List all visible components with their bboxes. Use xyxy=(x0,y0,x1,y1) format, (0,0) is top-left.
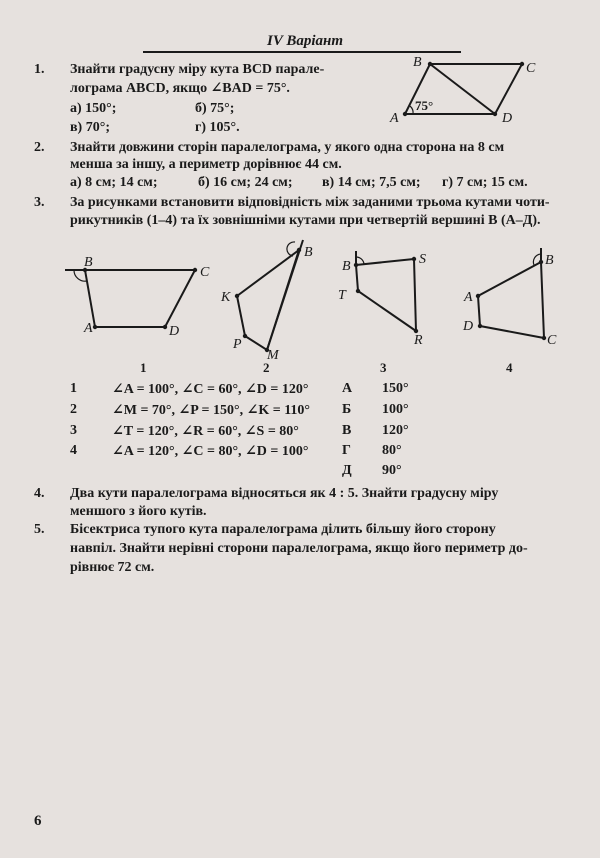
match-row-3-number: 3 xyxy=(70,423,77,438)
q1-line1: Знайти градусну міру кута BCD парале- xyxy=(70,62,325,77)
fig3-number: 3 xyxy=(380,360,387,375)
q3-figure-4 xyxy=(455,240,575,350)
match-row-3-angles: ∠T = 120°, ∠R = 60°, ∠S = 80° xyxy=(112,424,299,439)
q4-line2: меншого з його кутів. xyxy=(70,504,207,519)
q3-line2: рикутників (1–4) та їх зовнішніми кутами при четвертій вершині B (А–Д). xyxy=(70,213,541,228)
fig1-vertex-c: C xyxy=(200,265,210,280)
q1-option-d: г) 105°. xyxy=(195,120,240,135)
match-row-4-value: 80° xyxy=(382,443,402,458)
fig1-vertex-d: D xyxy=(169,324,180,339)
match-row-4-angles: ∠A = 120°, ∠C = 80°, ∠D = 100° xyxy=(112,444,309,459)
q1-option-b: б) 75°; xyxy=(195,101,235,116)
fig4-vertex-b: B xyxy=(545,253,554,268)
q3-figure-2 xyxy=(215,238,325,363)
match-row-2-number: 2 xyxy=(70,402,77,417)
fig3-vertex-t: T xyxy=(338,288,346,303)
fig3-vertex-b: B xyxy=(342,259,351,274)
q1-option-c: в) 70°; xyxy=(70,120,110,135)
fig2-number: 2 xyxy=(263,360,270,375)
q1-angle-label: 75° xyxy=(415,98,434,113)
match-row-1-number: 1 xyxy=(70,381,77,396)
q1-option-a: а) 150°; xyxy=(70,101,117,116)
q2-option-b: б) 16 см; 24 см; xyxy=(198,175,293,190)
fig3-vertex-r: R xyxy=(414,333,423,348)
fig1-vertex-a: A xyxy=(84,321,93,336)
match-row-3-value: 120° xyxy=(382,423,409,438)
q5-line3: рівнює 72 см. xyxy=(70,560,155,575)
match-row-2-letter: Б xyxy=(342,402,352,417)
q1-line2: лограма ABCD, якщо ∠BAD = 75°. xyxy=(70,81,290,96)
q2-option-a: а) 8 см; 14 см; xyxy=(70,175,158,190)
fig1-number: 1 xyxy=(140,360,147,375)
match-row-5-value: 90° xyxy=(382,463,402,478)
q5-line2: навпіл. Знайти нерівні сторони паралелограма, якщо його периметр до- xyxy=(70,541,528,556)
fig3-vertex-s: S xyxy=(419,252,426,267)
q4-line1: Два кути паралелограма відносяться як 4 : 5. Знайти градусну міру xyxy=(70,486,499,501)
match-row-1-angles: ∠A = 100°, ∠C = 60°, ∠D = 120° xyxy=(112,382,309,397)
page-number: 6 xyxy=(34,813,42,829)
match-row-2-value: 100° xyxy=(382,402,409,417)
q1-vertex-c: C xyxy=(526,61,536,76)
fig2-vertex-b: B xyxy=(304,245,313,260)
q1-parallelogram-figure xyxy=(385,52,555,127)
q1-vertex-b: B xyxy=(413,55,422,70)
q2-line1: Знайти довжини сторін паралелограма, у якого одна сторона на 8 см xyxy=(70,140,505,155)
q5-number: 5. xyxy=(34,522,45,537)
q3-line1: За рисунками встановити відповідність між заданими трьома кутами чоти- xyxy=(70,195,550,210)
fig4-vertex-c: C xyxy=(547,333,557,348)
match-row-1-value: 150° xyxy=(382,381,409,396)
q1-vertex-d: D xyxy=(502,111,513,126)
match-row-4-number: 4 xyxy=(70,443,77,458)
q2-number: 2. xyxy=(34,140,45,155)
page-title: IV Варіант xyxy=(267,33,343,49)
q5-line1: Бісектриса тупого кута паралелограма ділить більшу його сторону xyxy=(70,522,496,537)
match-row-4-letter: Г xyxy=(342,443,351,458)
fig2-vertex-k: K xyxy=(221,290,231,305)
match-row-5-letter: Д xyxy=(342,463,352,478)
q2-line2: менша за іншу, а периметр дорівнює 44 см. xyxy=(70,157,342,172)
q4-number: 4. xyxy=(34,486,45,501)
q1-vertex-a: A xyxy=(390,111,399,126)
fig4-number: 4 xyxy=(506,360,513,375)
fig1-vertex-b: B xyxy=(84,255,93,270)
match-row-3-letter: В xyxy=(342,423,352,438)
q3-figure-1 xyxy=(60,250,220,350)
fig4-vertex-a: A xyxy=(464,290,473,305)
q3-figure-3 xyxy=(330,243,440,353)
fig4-vertex-d: D xyxy=(463,319,474,334)
fig2-vertex-m: M xyxy=(267,348,279,363)
q2-option-d: г) 7 см; 15 см. xyxy=(442,175,528,190)
q1-number: 1. xyxy=(34,62,45,77)
fig2-vertex-p: P xyxy=(233,337,242,352)
match-row-1-letter: А xyxy=(342,381,353,396)
match-row-2-angles: ∠M = 70°, ∠P = 150°, ∠K = 110° xyxy=(112,403,311,418)
q3-number: 3. xyxy=(34,195,45,210)
q2-option-c: в) 14 см; 7,5 см; xyxy=(322,175,421,190)
